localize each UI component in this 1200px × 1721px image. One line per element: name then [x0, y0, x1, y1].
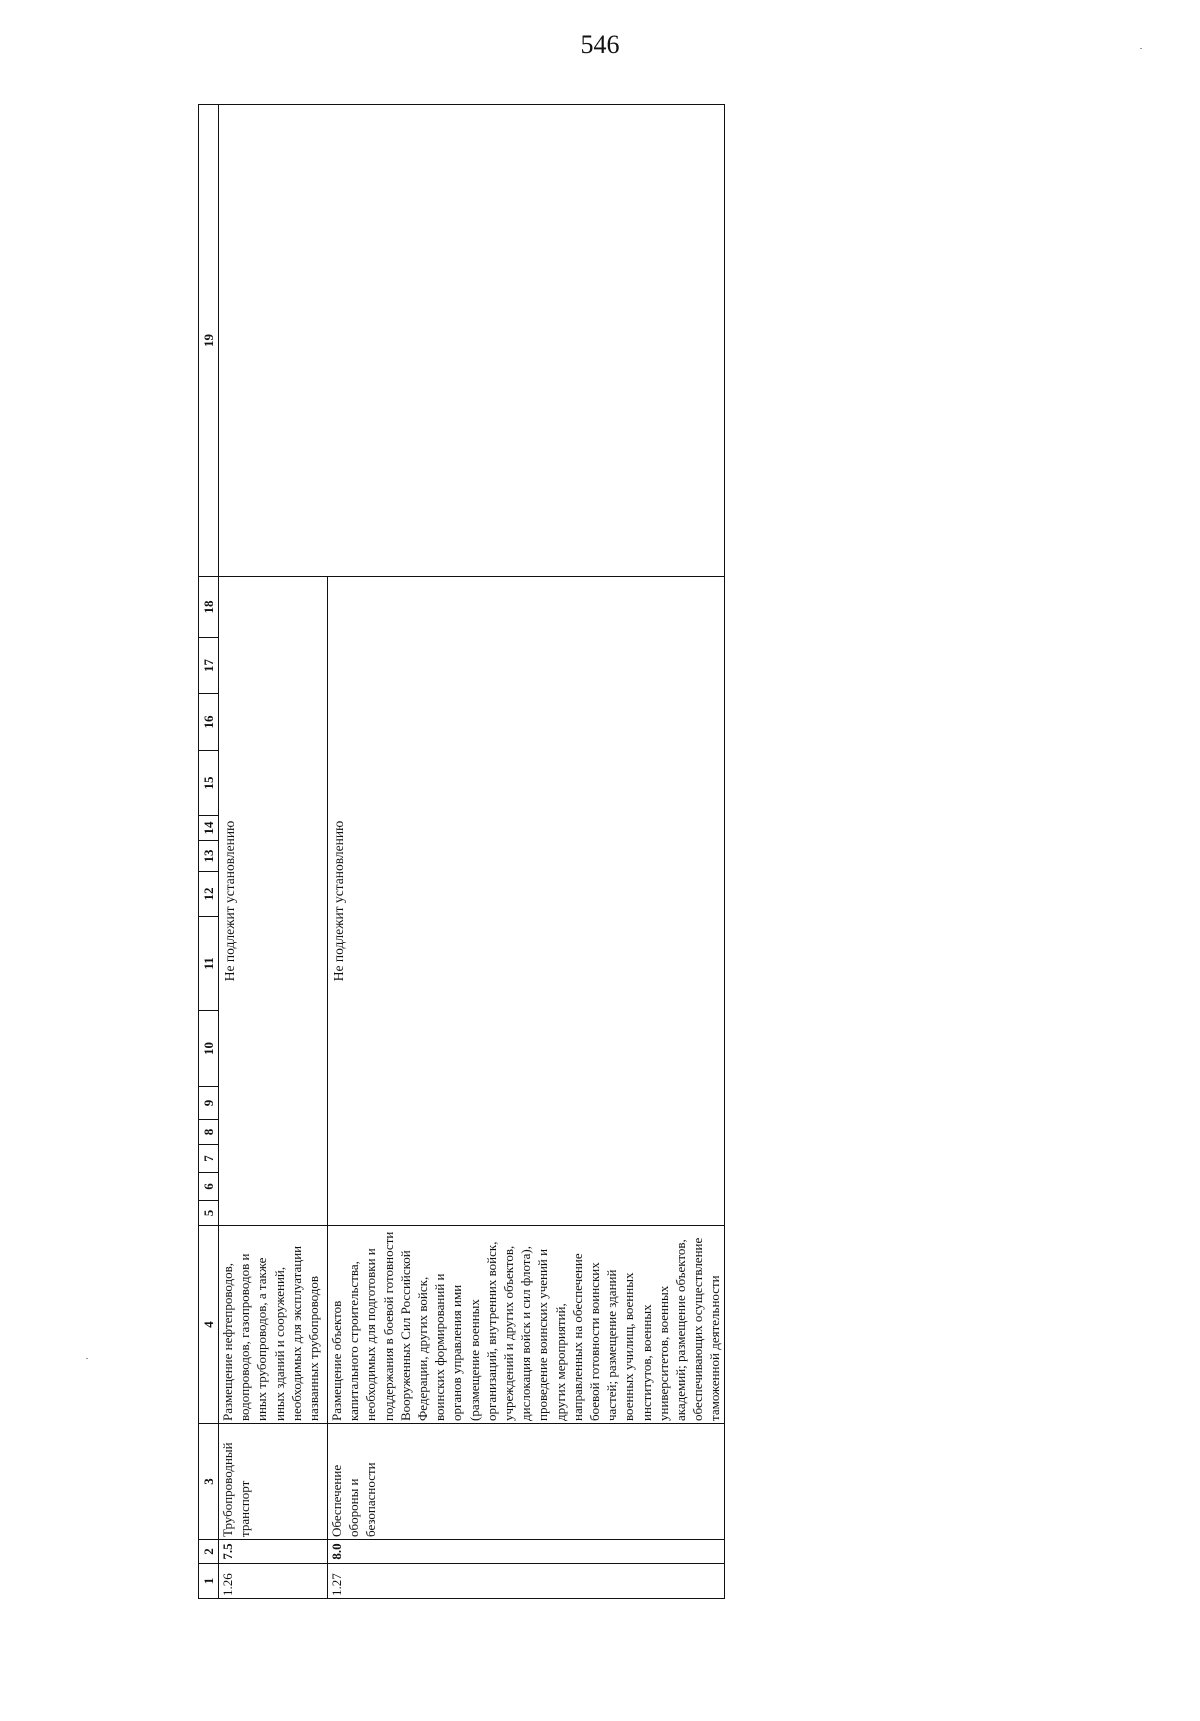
header-cell: 2 [199, 1540, 219, 1564]
rotated-table-container [198, 105, 727, 1599]
header-row [199, 105, 219, 1599]
header-cell: 14 [199, 816, 219, 841]
header-cell: 19 [199, 105, 219, 577]
header-cell: 11 [199, 917, 219, 1011]
row-name: Трубопроводный транспорт [219, 1424, 328, 1540]
page-number: 546 [580, 30, 620, 59]
land-use-table [198, 104, 725, 1599]
header-cell: 10 [199, 1011, 219, 1087]
header-cell: 13 [199, 841, 219, 872]
header-cell: 16 [199, 694, 219, 751]
header-cell: 15 [199, 751, 219, 816]
header-cell: 9 [199, 1087, 219, 1120]
row-parameters: Не подлежит установлению [328, 577, 725, 1226]
scan-speck [86, 1358, 88, 1359]
header-cell: 5 [199, 1201, 219, 1226]
row-number: 1.27 [328, 1564, 725, 1599]
header-cell: 17 [199, 638, 219, 694]
header-cell: 12 [199, 872, 219, 917]
scan-speck [1140, 48, 1142, 49]
header-cell: 1 [199, 1564, 219, 1599]
header-cell: 8 [199, 1120, 219, 1145]
header-cell: 18 [199, 577, 219, 638]
row-name: Обеспечение обороны и безопасности [328, 1424, 725, 1540]
row-code: 7.5 [219, 1540, 328, 1564]
header-cell: 4 [199, 1226, 219, 1424]
row-description: Размещение объектов капитального строительства, необходимых для подготовки и поддержания в боевой готовности Вооруженных Сил Российской Федерации, других войск, воинских формирований и органов управления ими (размещение военных организаций, внутренних войск, учреждений и других объектов, дислокация войск и сил флота), проведение воинских учений и других мероприятий, направленных на обеспечение боевой готовности воинских частей; размещение зданий военных училищ, военных институтов, военных университетов, военных академий; размещение объектов, обеспечивающих осуществление таможенной деятельности [328, 1226, 725, 1424]
row-parameters: Не подлежит установлению [219, 577, 328, 1226]
row-number: 1.26 [219, 1564, 328, 1599]
column-19-cell [219, 105, 725, 577]
table-row [219, 105, 328, 1599]
header-cell: 6 [199, 1173, 219, 1201]
header-cell: 3 [199, 1424, 219, 1540]
row-code: 8.0 [328, 1540, 725, 1564]
row-description: Размещение нефтепроводов, водопроводов, газопроводов и иных трубопроводов, а также иных зданий и сооружений, необходимых для эксплуатации названных трубопроводов [219, 1226, 328, 1424]
header-cell: 7 [199, 1145, 219, 1173]
